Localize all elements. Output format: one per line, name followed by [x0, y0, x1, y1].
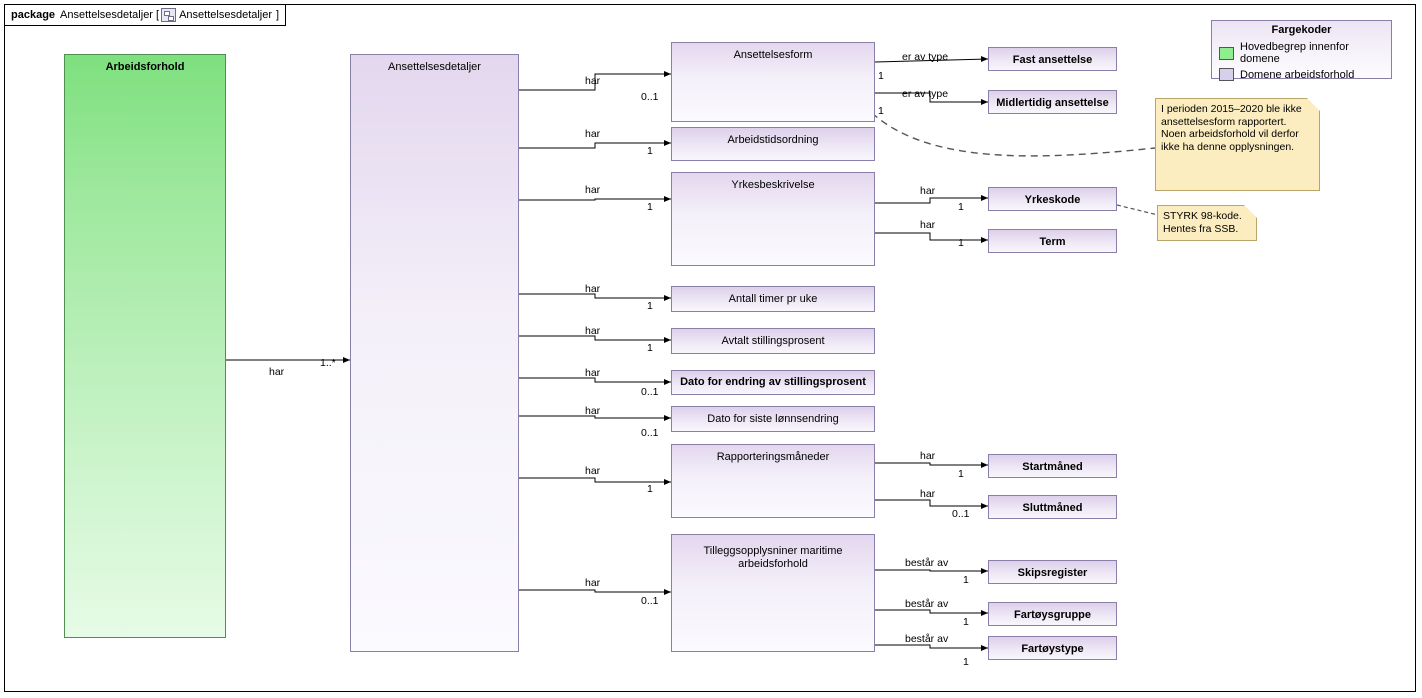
edge-mult-yb-term: 1 — [958, 237, 964, 249]
class-tilleggsopplysniner-maritime[interactable] — [671, 534, 875, 652]
class-antall-timer-pr-uke-label: Antall timer pr uke — [728, 293, 818, 305]
class-skipsregister[interactable] — [988, 560, 1117, 584]
package-name: Ansettelsesdetaljer [ — [60, 9, 160, 21]
class-startmaned[interactable] — [988, 454, 1117, 478]
note-styrk-text: STYRK 98-kode. Hentes fra SSB. — [1163, 210, 1242, 235]
class-midlertidig-ansettelse-label: Midlertidig ansettelse — [996, 97, 1109, 109]
class-startmaned-label: Startmåned — [1022, 461, 1083, 473]
class-skipsregister-label: Skipsregister — [1017, 567, 1088, 579]
class-ansettelsesform-label: Ansettelsesform — [733, 49, 813, 61]
edge-mult-ad-dato-lonn: 0..1 — [641, 427, 659, 439]
class-dato-siste-lonnsendring-label: Dato for siste lønnsendring — [707, 413, 839, 425]
edge-mult-af-fast: 1 — [878, 70, 884, 82]
edge-mult-tma-skipsregister: 1 — [963, 574, 969, 586]
edge-mult-ad-antall-timer: 1 — [647, 300, 653, 312]
edge-mult-rm-startmaned: 1 — [958, 468, 964, 480]
class-yrkeskode-label: Yrkeskode — [1024, 194, 1081, 206]
class-ansettelsesdetaljer-label: Ansettelsesdetaljer — [388, 61, 481, 73]
legend-swatch-purple — [1219, 68, 1234, 81]
edge-mult-ad-arbeidstidsordning: 1 — [647, 145, 653, 157]
package-diagram-name: Ansettelsesdetaljer — [179, 9, 273, 21]
class-arbeidstidsordning[interactable] — [671, 127, 875, 161]
class-yrkeskode[interactable] — [988, 187, 1117, 211]
class-sluttmaned[interactable] — [988, 495, 1117, 519]
edge-mult-tma-fartoystype: 1 — [963, 656, 969, 668]
legend-fargekoder — [1211, 20, 1392, 79]
edge-label-yb-yrkeskode: har — [920, 185, 936, 197]
edge-label-tma-fartoysgruppe: består av — [905, 598, 949, 610]
edge-label-yb-term: har — [920, 219, 936, 231]
class-rapporteringsmaneder-label: Rapporteringsmåneder — [716, 451, 830, 463]
legend-swatch-green — [1219, 47, 1234, 60]
package-tab-tail: ] — [276, 9, 280, 21]
edge-mult-ad-dato-endring: 0..1 — [641, 386, 659, 398]
class-arbeidsforhold-label: Arbeidsforhold — [105, 61, 185, 73]
class-term[interactable] — [988, 229, 1117, 253]
edge-mult-ad-rapporteringsmaneder: 1 — [647, 483, 653, 495]
edge-mult-af-ad: 1..* — [320, 357, 336, 369]
edge-label-ad-dato-lonn: har — [585, 405, 601, 417]
class-rapporteringsmaneder[interactable] — [671, 444, 875, 518]
legend-title: Fargekoder — [1271, 24, 1332, 36]
class-fast-ansettelse[interactable] — [988, 47, 1117, 71]
legend-item-domene — [1212, 67, 1391, 83]
edge-label-ad-ansettelsesform: har — [585, 75, 601, 87]
class-fartoysgruppe-label: Fartøysgruppe — [1013, 609, 1091, 621]
edge-label-af-ad: har — [269, 366, 285, 378]
class-avtalt-stillingsprosent-label: Avtalt stillingsprosent — [721, 335, 825, 347]
note-fold-icon — [1244, 205, 1257, 218]
legend-item-domene-label: Domene arbeidsforhold — [1240, 68, 1355, 81]
class-fartoystype[interactable] — [988, 636, 1117, 660]
class-dato-siste-lonnsendring[interactable] — [671, 406, 875, 432]
note-styrk[interactable] — [1157, 205, 1257, 241]
edge-mult-ad-avtalt-stillingsprosent: 1 — [647, 342, 653, 354]
edge-label-rm-sluttmaned: har — [920, 488, 936, 500]
class-dato-endring-stillingsprosent[interactable] — [671, 370, 875, 395]
edge-mult-ad-tilleggsopplysniner: 0..1 — [641, 595, 659, 607]
class-fartoysgruppe[interactable] — [988, 602, 1117, 626]
edge-label-ad-antall-timer: har — [585, 283, 601, 295]
edge-mult-rm-sluttmaned: 0..1 — [952, 508, 970, 520]
class-arbeidstidsordning-label: Arbeidstidsordning — [727, 134, 819, 146]
package-header-tab — [4, 4, 286, 26]
edge-mult-tma-fartoysgruppe: 1 — [963, 616, 969, 628]
class-fartoystype-label: Fartøystype — [1021, 643, 1084, 655]
edge-mult-ad-ansettelsesform: 0..1 — [641, 91, 659, 103]
edge-label-ad-avtalt-stillingsprosent: har — [585, 325, 601, 337]
edge-label-ad-rapporteringsmaneder: har — [585, 465, 601, 477]
edge-mult-yb-yrkeskode: 1 — [958, 201, 964, 213]
class-term-label: Term — [1039, 236, 1066, 248]
legend-item-hovedbegrep-label: Hovedbegrep innenfor domene — [1240, 41, 1349, 65]
edge-mult-ad-yrkesbeskrivelse: 1 — [647, 201, 653, 213]
edge-label-tma-skipsregister: består av — [905, 557, 949, 569]
class-diagram-icon — [161, 8, 176, 22]
class-fast-ansettelse-label: Fast ansettelse — [1012, 54, 1093, 66]
class-ansettelsesdetaljer[interactable] — [350, 54, 519, 652]
edge-label-ad-yrkesbeskrivelse: har — [585, 184, 601, 196]
note-ansettelsesform-periode-text: I perioden 2015–2020 ble ikke ansettelsesform rapportert. Noen arbeidsforhold vil derfor ikke ha denne opplysningen. — [1161, 103, 1302, 153]
class-yrkesbeskrivelse-label: Yrkesbeskrivelse — [731, 179, 815, 191]
class-dato-endring-stillingsprosent-label: Dato for endring av stillingsprosent — [680, 376, 866, 388]
edge-label-ad-dato-endring: har — [585, 367, 601, 379]
class-midlertidig-ansettelse[interactable] — [988, 90, 1117, 114]
edge-label-rm-startmaned: har — [920, 450, 936, 462]
class-ansettelsesform[interactable] — [671, 42, 875, 122]
legend-item-hovedbegrep — [1212, 40, 1391, 67]
class-sluttmaned-label: Sluttmåned — [1022, 502, 1083, 514]
edge-label-ad-arbeidstidsordning: har — [585, 128, 601, 140]
edge-mult-af-midlertidig: 1 — [878, 105, 884, 117]
note-fold-icon — [1307, 98, 1320, 111]
class-antall-timer-pr-uke[interactable] — [671, 286, 875, 312]
class-tilleggsopplysniner-maritime-label: Tilleggsopplysniner maritime arbeidsforhold — [703, 545, 843, 570]
edge-label-af-fast: er av type — [902, 51, 949, 63]
note-ansettelsesform-periode[interactable] — [1155, 98, 1320, 191]
class-yrkesbeskrivelse[interactable] — [671, 172, 875, 266]
edge-label-tma-fartoystype: består av — [905, 633, 949, 645]
class-arbeidsforhold[interactable] — [64, 54, 226, 638]
edge-label-ad-tilleggsopplysniner: har — [585, 577, 601, 589]
edge-label-af-midlertidig: er av type — [902, 88, 949, 100]
package-keyword: package — [11, 9, 56, 21]
class-avtalt-stillingsprosent[interactable] — [671, 328, 875, 354]
